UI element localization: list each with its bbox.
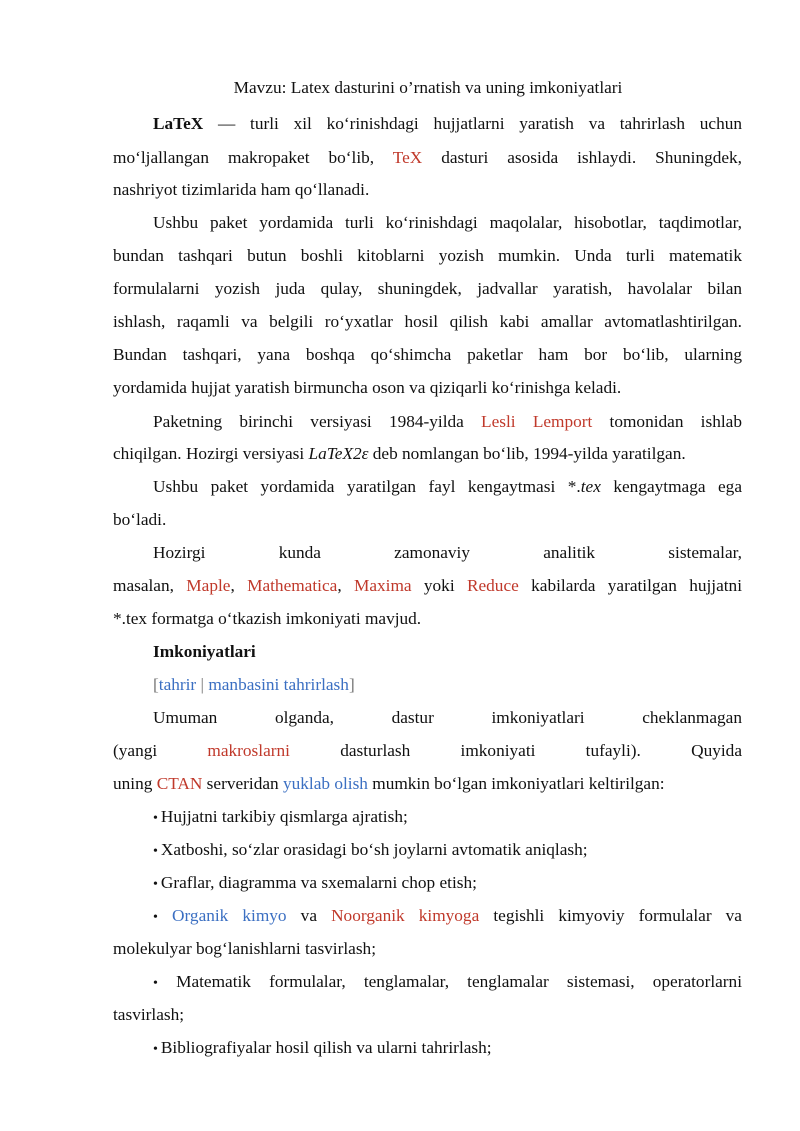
latex-term: LaTeX [153, 114, 204, 133]
p4-line-1: Ushbu paket yordamida yaratilgan fayl kengaytmasi *.tex kengaytmaga ega [153, 477, 742, 496]
p2-line-2: bundan tashqari butun boshli kitoblarni yozish mumkin. Unda turli matematik [113, 246, 742, 265]
bullet-icon: • [153, 1042, 158, 1057]
bullet-icon: • [153, 844, 158, 859]
p5-line-1: Hozirgi kunda zamonaviy analitik sistemalar, [153, 543, 742, 562]
list-item-continuation: tasvirlash; [113, 1005, 185, 1024]
p1-line-1: LaTeX — turli xil ko‘rinishdagi hujjatlarni yaratish va tahrirlash uchun [153, 114, 742, 133]
p3-line-2: chiqilgan. Hozirgi versiyasi LaTeX2ε deb nomlangan bo‘lib, 1994-yilda yaratilgan. [113, 444, 686, 463]
maxima-link[interactable]: Maxima [353, 576, 412, 595]
bullet-icon: • [153, 877, 158, 892]
list-item-continuation: molekulyar bog‘lanishlarni tasvirlash; [113, 939, 376, 958]
p2-line-5: Bundan tashqari, yana boshqa qo‘shimcha paketlar ham bor bo‘lib, ularning [113, 345, 742, 364]
makros-link[interactable]: makroslarni [207, 741, 290, 760]
ctan-link[interactable]: CTAN [156, 774, 203, 793]
tex-extension: tex [580, 477, 601, 496]
p2-line-4: ishlash, raqamli va belgili ro‘yxatlar hosil qilish kabi amallar avtomatlashtirilgan. [113, 312, 742, 331]
edit-link[interactable]: tahrir [158, 675, 197, 694]
mathematica-link[interactable]: Mathematica [247, 576, 338, 595]
bullet-icon: • [153, 910, 158, 925]
p4-line-2: bo‘ladi. [113, 510, 167, 529]
bullet-icon: • [153, 811, 158, 826]
document-title: Mavzu: Latex dasturini o’rnatish va uning imkoniyatlari [233, 78, 623, 97]
p2-line-6: yordamida hujjat yaratish birmuncha oson va qiziqarli ko‘rinishga keladi. [113, 378, 622, 397]
p5-line-3: *.tex formatga o‘tkazish imkoniyati mavjud. [113, 609, 422, 628]
list-item: • Matematik formulalar, tenglamalar, tenglamalar sistemasi, operatorlarni [153, 972, 742, 991]
edit-source-link[interactable]: manbasini tahrirlash [208, 675, 349, 694]
edit-links: [tahrir | manbasini tahrirlash] [153, 675, 355, 694]
tex-link[interactable]: TeX [392, 148, 423, 167]
section-heading: Imkoniyatlari [153, 642, 256, 661]
p1-line-2: mo‘ljallangan makropaket bo‘lib, TeX dasturi asosida ishlaydi. Shuningdek, [113, 148, 742, 167]
download-link[interactable]: yuklab olish [282, 774, 368, 793]
list-item: • Xatboshi, so‘zlar orasidagi bo‘sh joylarni avtomatik aniqlash; [153, 840, 588, 859]
list-item: • Bibliografiyalar hosil qilish va ularni tahrirlash; [153, 1038, 492, 1057]
p5-line-2: masalan, Maple, Mathematica, Maxima yoki Reduce kabilarda yaratilgan hujjatni [113, 576, 742, 595]
list-item: • Hujjatni tarkibiy qismlarga ajratish; [153, 807, 408, 826]
maple-link[interactable]: Maple [186, 576, 231, 595]
lesli-lemport-link[interactable]: Lesli Lemport [481, 412, 593, 431]
p2-line-3: formulalarni yozish juda qulay, shuningdek, jadvallar yaratish, havolalar bilan [113, 279, 742, 298]
p2-line-1: Ushbu paket yordamida turli ko‘rinishdagi maqolalar, hisobotlar, taqdimotlar, [153, 213, 742, 232]
noorganik-kimyo-link[interactable]: Noorganik kimyoga [331, 906, 480, 925]
p1-line-3: nashriyot tizimlarida ham qo‘llanadi. [113, 180, 370, 199]
p6-line-2: (yangi makroslarni dasturlash imkoniyati tufayli). Quyida [113, 741, 742, 760]
p6-line-1: Umuman olganda, dastur imkoniyatlari cheklanmagan [153, 708, 742, 727]
p6-line-3: uning CTAN serveridan yuklab olish mumkin bo‘lgan imkoniyatlari keltirilgan: [113, 774, 665, 793]
p3-line-1: Paketning birinchi versiyasi 1984-yilda Lesli Lemport tomonidan ishlab [153, 412, 742, 431]
organik-kimyo-link[interactable]: Organik kimyo [172, 906, 287, 925]
list-item: • Organik kimyo va Noorganik kimyoga tegishli kimyoviy formulalar va [153, 906, 742, 925]
bullet-icon: • [153, 976, 158, 991]
latex2e-version: LaTeX2ε [308, 444, 369, 463]
list-item: • Graflar, diagramma va sxemalarni chop etish; [153, 873, 477, 892]
reduce-link[interactable]: Reduce [466, 576, 519, 595]
